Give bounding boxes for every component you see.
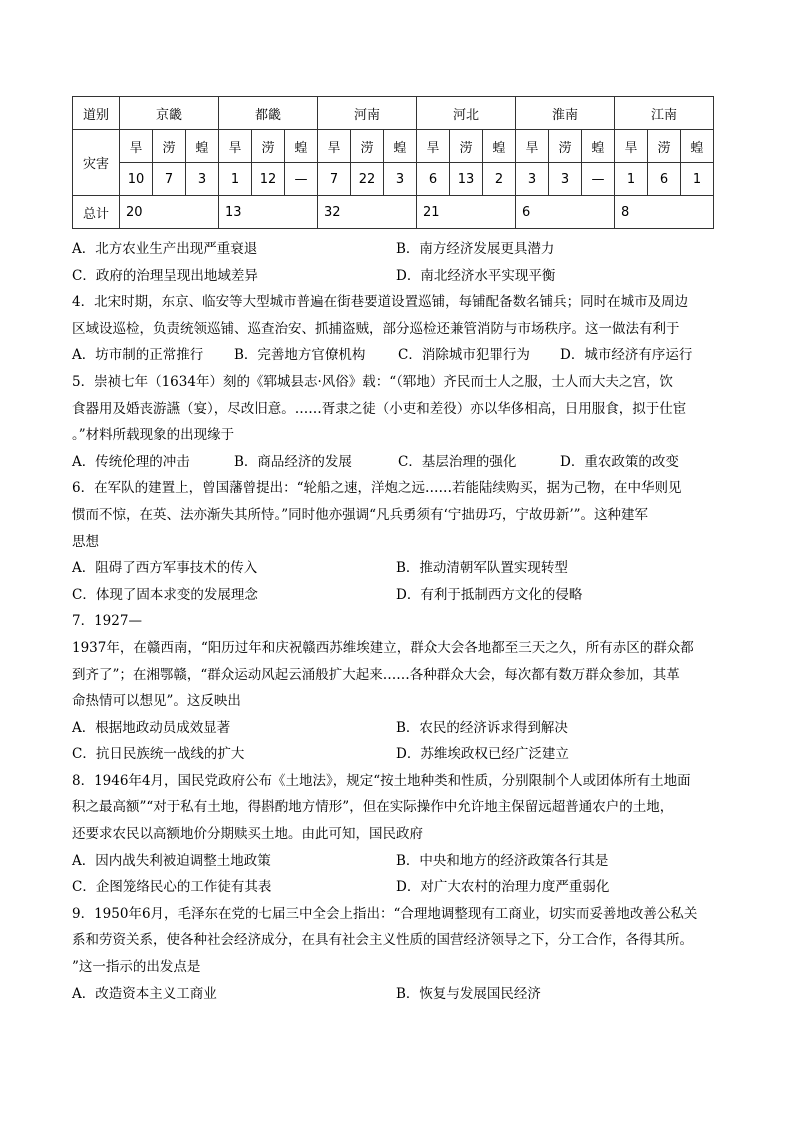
- q3-options-row: [72, 263, 722, 290]
- q9-stem: ”这一指示的出发点是: [72, 959, 201, 976]
- q9-options-row: [72, 981, 722, 1008]
- table-cell: 京畿: [120, 97, 219, 130]
- table-cell: —: [285, 163, 318, 196]
- q5-stem: 食器用及婚丧游讌（宴），尽改旧意。……胥隶之徒（小吏和差役）亦以华侈相高，日用服食，拟于仕宦: [72, 400, 687, 417]
- table-cell: 总计: [73, 196, 120, 229]
- q3-option-a: A．北方农业生产出现严重衰退: [72, 241, 258, 257]
- table-cell: 蝗: [582, 130, 615, 163]
- table-cell: 6: [516, 196, 615, 229]
- q3-option-c: C．政府的治理呈现出地域差异: [72, 267, 258, 284]
- q8-options-row: [72, 874, 722, 901]
- q4-stem: 区域设巡检，负责统领巡铺、巡查治安、抓捕盗贼，部分巡检还兼管消防与市场秩序。这一做法有利于: [72, 320, 680, 337]
- q5-stem: 。”材料所载现象的出现缘于: [72, 427, 235, 444]
- table-cell: 涝: [648, 130, 681, 163]
- table-cell: 旱: [516, 130, 549, 163]
- q7-options-row: [72, 741, 722, 768]
- q5-stem: 5．崇祯七年（1634年）刻的《郓城县志·风俗》载：“（郓地）齐民而士人之服，士人而大夫之宫，饮: [72, 373, 673, 390]
- q6-option-d: D．有利于抵制西方文化的侵略: [396, 586, 583, 603]
- q6-stem: 6．在军队的建置上，曾国藩曾提出：“轮船之速，洋炮之远……若能陆续购买，据为己物，在中华则见: [72, 480, 682, 497]
- q7-option-a: A．根据地政动员成效显著: [72, 719, 231, 736]
- table-cell: 涝: [549, 130, 582, 163]
- q6-options-row: [72, 555, 722, 582]
- q4-option-d: D．城市经济有序运行: [560, 347, 693, 364]
- table-row: [73, 196, 714, 229]
- q5-option-c: C．基层治理的强化: [398, 453, 517, 470]
- table-cell: 2: [483, 163, 516, 196]
- table-cell: 7: [318, 163, 351, 196]
- q6-stem: 思想: [72, 533, 99, 550]
- q6-option-c: C．体现了固本求变的发展理念: [72, 586, 258, 603]
- table-cell: 涝: [252, 130, 285, 163]
- q5-option-d: D．重农政策的改变: [560, 453, 679, 470]
- q7-stem: 到齐了”；在湘鄂赣，“群众运动风起云涌般扩大起来……各种群众大会，每次都有数万群众参加，其革: [72, 666, 680, 683]
- table-cell: 涝: [153, 130, 186, 163]
- table-cell: 3: [384, 163, 417, 196]
- q3-option-b: B．南方经济发展更具潜力: [396, 241, 555, 257]
- q7-stem: 1937年，在赣西南，“阳历过年和庆祝赣西苏维埃建立，群众大会各地都至三天之久，所有赤区的群众都: [72, 639, 694, 656]
- q8-option-a: A．因内战失利被迫调整土地政策: [72, 852, 271, 869]
- table-cell: 蝗: [681, 130, 714, 163]
- q8-option-d: D．对广大农村的治理力度严重弱化: [396, 879, 610, 896]
- q8-stem: 还要求农民以高额地价分期赎买土地。由此可知，国民政府: [72, 826, 423, 843]
- q3-options-row: [72, 236, 722, 263]
- q5-option-a: A．传统伦理的冲击: [72, 453, 190, 470]
- table-cell: 江南: [615, 97, 714, 130]
- table-cell: 10: [120, 163, 153, 196]
- table-cell: 蝗: [384, 130, 417, 163]
- q9-stem: 9．1950年6月，毛泽东在党的七届三中全会上指出：“合理地调整现有工商业，切实而妥善地改善公私关: [72, 905, 698, 922]
- table-cell: 32: [318, 196, 417, 229]
- table-cell: 6: [648, 163, 681, 196]
- table-cell: 3: [549, 163, 582, 196]
- table-cell: 1: [219, 163, 252, 196]
- table-cell: 道别: [73, 97, 120, 130]
- q3-option-d: D．南北经济水平实现平衡: [396, 267, 556, 284]
- q4-stem: 4．北宋时期，东京、临安等大型城市普遍在街巷要道设置巡铺，每铺配备数名铺兵；同时在城市及周边: [72, 294, 689, 311]
- table-cell: 旱: [120, 130, 153, 163]
- table-cell: 21: [417, 196, 516, 229]
- q6-options-row: [72, 582, 722, 609]
- table-cell: 旱: [219, 130, 252, 163]
- table-cell: 22: [351, 163, 384, 196]
- q6-stem: 惯而不惊，在英、法亦渐失其所恃。”同时他亦强调“凡兵勇须有‘宁拙毋巧，宁故毋新’”。这种建军: [72, 506, 649, 523]
- q9-option-b: B．恢复与发展国民经济: [396, 985, 541, 1002]
- table-cell: 3: [186, 163, 219, 196]
- table-cell: —: [582, 163, 615, 196]
- disaster-table: [72, 96, 714, 229]
- q7-option-b: B．农民的经济诉求得到解决: [396, 719, 568, 736]
- table-cell: 灾害: [73, 130, 120, 196]
- q8-option-b: B．中央和地方的经济政策各行其是: [396, 852, 609, 869]
- q9-option-a: A．改造资本主义工商业: [72, 985, 217, 1002]
- q4-options-row: [72, 342, 722, 369]
- questions-body: [72, 236, 722, 1007]
- table-cell: 1: [615, 163, 648, 196]
- q5-option-b: B．商品经济的发展: [234, 453, 352, 470]
- q4-option-c: C．消除城市犯罪行为: [398, 347, 530, 364]
- table-cell: 6: [417, 163, 450, 196]
- table-cell: 13: [450, 163, 483, 196]
- table-cell: 蝗: [285, 130, 318, 163]
- table-cell: 20: [120, 196, 219, 229]
- q6-option-a: A．阻碍了西方军事技术的传入: [72, 560, 258, 577]
- table-cell: 13: [219, 196, 318, 229]
- table-cell: 淮南: [516, 97, 615, 130]
- table-cell: 河南: [318, 97, 417, 130]
- table-cell: 7: [153, 163, 186, 196]
- q8-stem: 积之最高额”“对于私有土地，得斟酌地方情形”，但在实际操作中允许地主保留远超普通农户的土地，: [72, 799, 674, 816]
- table-cell: 12: [252, 163, 285, 196]
- table-row: [73, 163, 714, 196]
- table-header-row: [73, 97, 714, 130]
- table-cell: 蝗: [186, 130, 219, 163]
- q7-stem: 命热情可以想见”。这反映出: [72, 693, 241, 710]
- q7-stem: 7．1927—: [72, 613, 142, 630]
- table-cell: 蝗: [483, 130, 516, 163]
- q4-option-b: B．完善地方官僚机构: [234, 347, 366, 364]
- table-cell: 3: [516, 163, 549, 196]
- q6-option-b: B．推动清朝军队置实现转型: [396, 560, 568, 577]
- q7-option-d: D．苏维埃政权已经广泛建立: [396, 746, 569, 763]
- q7-option-c: C．抗日民族统一战线的扩大: [72, 746, 245, 763]
- table-cell: 涝: [450, 130, 483, 163]
- table-cell: 8: [615, 196, 714, 229]
- table-cell: 涝: [351, 130, 384, 163]
- table-row: [73, 130, 714, 163]
- q4-option-a: A．坊市制的正常推行: [72, 347, 204, 364]
- q8-options-row: [72, 848, 722, 875]
- q7-options-row: [72, 715, 722, 742]
- q9-stem: 系和劳资关系，使各种社会经济成分，在具有社会主义性质的国营经济领导之下，分工合作，各得其所。: [72, 932, 693, 949]
- table-cell: 都畿: [219, 97, 318, 130]
- table-cell: 河北: [417, 97, 516, 130]
- table-cell: 旱: [417, 130, 450, 163]
- q5-options-row: [72, 449, 722, 476]
- q8-stem: 8．1946年4月，国民党政府公布《土地法》，规定“按土地种类和性质，分别限制个人或团体所有土地面: [72, 772, 691, 789]
- table-cell: 旱: [318, 130, 351, 163]
- table-cell: 旱: [615, 130, 648, 163]
- q8-option-c: C．企图笼络民心的工作徒有其表: [72, 879, 272, 896]
- table-cell: 1: [681, 163, 714, 196]
